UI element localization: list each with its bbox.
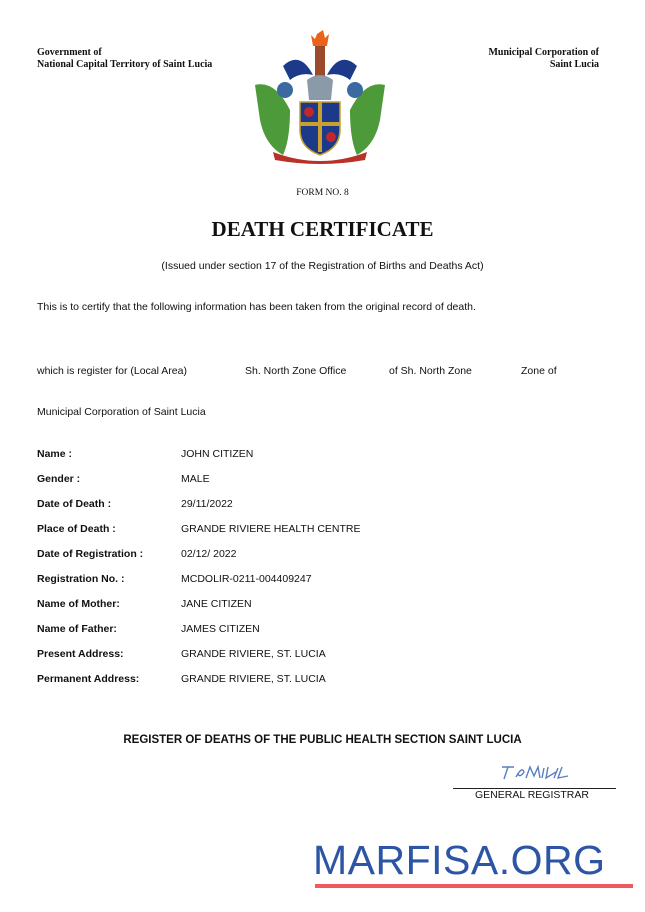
field-label: Gender :: [37, 473, 81, 485]
field-label: Date of Death :: [37, 498, 112, 510]
field-value: 29/11/2022: [181, 498, 233, 510]
header-right: [488, 47, 599, 71]
coat-of-arms-icon: [245, 30, 395, 165]
field-label: Name of Mother:: [37, 598, 120, 610]
header-left: [37, 47, 212, 71]
field-value: MCDOLIR-0211-004409247: [181, 573, 312, 585]
field-value: JANE CITIZEN: [181, 598, 252, 610]
field-label: Place of Death :: [37, 523, 116, 535]
field-label: Present Address:: [37, 648, 124, 660]
header-right-line2: Saint Lucia: [549, 59, 599, 70]
certificate-title: DEATH CERTIFICATE: [211, 217, 434, 241]
watermark-logo: MARFISA.ORG: [313, 837, 606, 883]
field-value: GRANDE RIVIERE, ST. LUCIA: [181, 648, 326, 660]
field-value: MALE: [181, 473, 210, 485]
field-value: 02/12/ 2022: [181, 548, 237, 560]
field-value: JOHN CITIZEN: [181, 448, 254, 460]
form-number: FORM NO. 8: [296, 188, 349, 198]
field-label: Name of Father:: [37, 623, 117, 635]
header-right-line1: Municipal Corporation of: [488, 47, 599, 58]
signature-title: GENERAL REGISTRAR: [475, 789, 589, 801]
field-label: Name :: [37, 448, 73, 460]
field-value: JAMES CITIZEN: [181, 623, 260, 635]
header-left-line2: National Capital Territory of Saint Lucia: [37, 59, 213, 70]
signature-icon: [498, 762, 570, 782]
field-value: GRANDE RIVIERE, ST. LUCIA: [181, 673, 326, 685]
field-label: Date of Registration :: [37, 548, 144, 560]
register-local-area-label: which is register for (Local Area): [37, 365, 187, 377]
field-label: Registration No. :: [37, 573, 125, 585]
register-heading: REGISTER OF DEATHS OF THE PUBLIC HEALTH SECTION SAINT LUCIA: [123, 734, 522, 746]
header-left-line1: Government of: [37, 47, 102, 58]
municipal-line: Municipal Corporation of Saint Lucia: [37, 406, 206, 418]
field-value: GRANDE RIVIERE HEALTH CENTRE: [181, 523, 361, 535]
register-zone: of Sh. North Zone: [389, 365, 472, 377]
certify-statement: This is to certify that the following information has been taken from the original record of death.: [37, 301, 476, 313]
register-office: Sh. North Zone Office: [245, 365, 347, 377]
field-label: Permanent Address:: [37, 673, 140, 685]
register-zone-of: Zone of: [521, 365, 557, 377]
watermark-underline: [315, 884, 633, 888]
certificate-subtitle: (Issued under section 17 of the Registration of Births and Deaths Act): [161, 260, 484, 272]
